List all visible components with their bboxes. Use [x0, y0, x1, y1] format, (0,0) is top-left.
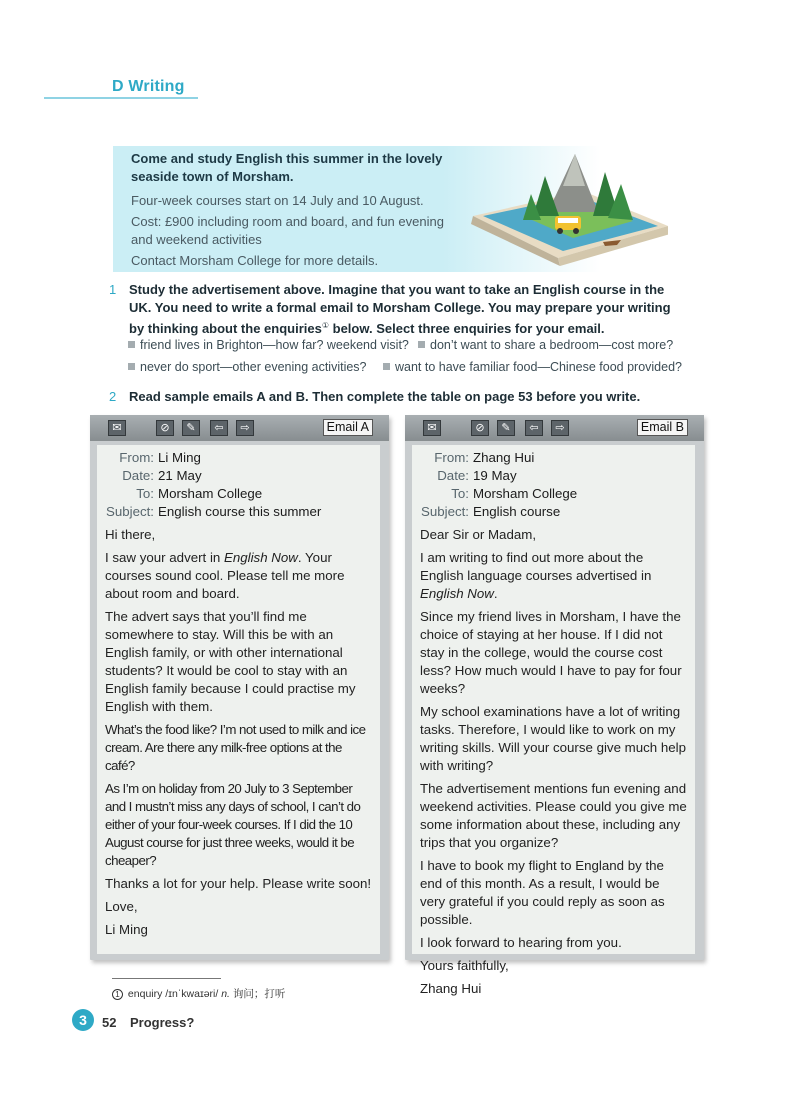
magazine-title: English Now — [420, 586, 494, 601]
block-icon[interactable]: ⊘ — [471, 420, 489, 436]
enquiry-option — [418, 338, 673, 352]
subject-value: English course this summer — [158, 504, 322, 519]
magazine-title: English Now — [223, 550, 298, 565]
task-1-text-main: Study the advertisement above. Imagine that you want to take an English course in the UK. You need to write a formal email to Morsham College. You may prepare your writing by thinking about the enquiries — [129, 282, 671, 336]
paragraph-3: My school examinations have a lot of writing tasks. Therefore, I would like to work on my writing skills. Will your course give much help with writing? — [420, 704, 687, 773]
advert-headline: Come and study English this summer in the lovely seaside town of Morsham. — [131, 151, 443, 184]
back-arrow-icon[interactable]: ⇦ — [525, 420, 543, 436]
edit-icon[interactable]: ✎ — [182, 420, 200, 436]
greeting: Hi there, — [105, 527, 156, 542]
task-1-text-end: below. Select three enquiries for your email. — [329, 321, 605, 336]
task-1-number: 1 — [109, 282, 117, 297]
advert-contact: Contact Morsham College for more details. — [131, 253, 379, 268]
task-1-instructions — [112, 281, 680, 338]
task-2 — [109, 388, 680, 406]
p1-text-end: . — [493, 586, 498, 601]
option-text: don’t want to share a bedroom—cost more? — [430, 338, 674, 352]
paragraph-1 — [105, 549, 372, 603]
enquiry-option — [128, 338, 409, 352]
greeting: Dear Sir or Madam, — [420, 527, 537, 542]
subject-key: Subject: — [420, 504, 469, 519]
paragraph-4: The advertisement mentions fun evening and weekend activities. Please could you give me some information about these, including any trips that you organize? — [420, 781, 687, 850]
unit-badge: 3 — [72, 1009, 94, 1031]
date-row — [105, 467, 372, 485]
option-text: want to have familiar food—Chinese food provided? — [395, 360, 682, 374]
footnote — [112, 986, 285, 1001]
date-key: Date: — [122, 468, 154, 483]
email-b-body — [412, 445, 695, 996]
page-footer-title: Progress? — [130, 1015, 195, 1030]
p1-text: I am writing to find out more about the English language courses advertised in — [420, 550, 652, 583]
p1-text-end: . Your courses sound cool. Please tell me more about room and board. — [105, 550, 345, 601]
page-number: 52 — [102, 1015, 117, 1030]
advert-dates: Four-week courses start on 14 July and 10 August. — [131, 193, 424, 208]
bullet-square-icon — [128, 363, 135, 370]
option-text: never do sport—other evening activities? — [140, 360, 367, 374]
forward-arrow-icon[interactable]: ⇨ — [236, 420, 254, 436]
footnote-pos: n. — [221, 988, 230, 1000]
email-a-window — [90, 415, 389, 960]
forward-arrow-icon[interactable]: ⇨ — [551, 420, 569, 436]
footnote-word: enquiry — [127, 988, 163, 1000]
paragraph-6: I look forward to hearing from you. — [420, 935, 622, 950]
paragraph-2: The advert says that you’ll find me somewhere to stay. Will this be with an English family, or with other international students? It would be cool to stay with an English family because I could practise my English with them. — [105, 609, 356, 714]
paragraph-1 — [420, 549, 687, 603]
signature: Li Ming — [105, 922, 148, 937]
email-a-label: Email A — [323, 419, 373, 436]
from-value: Zhang Hui — [473, 450, 535, 465]
option-text: friend lives in Brighton—how far? weekend visit? — [140, 338, 409, 352]
back-arrow-icon[interactable]: ⇦ — [210, 420, 228, 436]
signature: Zhang Hui — [420, 981, 482, 996]
enquiry-option — [383, 360, 682, 374]
paragraph-4: As I’m on holiday from 20 July to 3 September and I mustn’t miss any days of school, I can’t do either of your four-week courses. If I did the 10 August course for just three weeks, would it be cheaper? — [105, 781, 361, 868]
from-row — [420, 449, 687, 467]
subject-row — [420, 503, 687, 521]
mail-icon[interactable]: ✉ — [108, 420, 126, 436]
closing: Love, — [105, 899, 138, 914]
paragraph-5: I have to book my flight to England by the end of this month. As a result, I would be very grateful if you could reply as soon as possible. — [420, 858, 665, 927]
from-row — [105, 449, 372, 467]
to-value: Morsham College — [158, 486, 263, 501]
subject-key: Subject: — [105, 504, 154, 519]
date-key: Date: — [437, 468, 469, 483]
footnote-marker: ① — [321, 321, 330, 330]
section-title: D Writing — [112, 78, 185, 95]
from-key: From: — [434, 450, 469, 465]
date-row — [420, 467, 687, 485]
email-b-window — [405, 415, 704, 996]
from-value: Li Ming — [158, 450, 201, 465]
to-value: Morsham College — [473, 486, 578, 501]
section-divider — [44, 97, 198, 99]
email-b-toolbar — [405, 415, 704, 441]
bullet-square-icon — [418, 341, 425, 348]
enquiry-option — [128, 360, 367, 374]
p1-text: I saw your advert in — [105, 550, 224, 565]
email-a-body — [97, 445, 380, 954]
to-key: To: — [136, 486, 154, 501]
footnote-phonetic: /ɪnˈkwaɪəri/ — [165, 988, 219, 1000]
advertisement-box — [113, 146, 668, 272]
date-value: 21 May — [158, 468, 202, 483]
task-2-number: 2 — [109, 389, 117, 404]
to-row — [105, 485, 372, 503]
bullet-square-icon — [128, 341, 135, 348]
bullet-square-icon — [383, 363, 390, 370]
block-icon[interactable]: ⊘ — [156, 420, 174, 436]
subject-value: English course — [473, 504, 561, 519]
footnote-divider — [112, 978, 221, 979]
advert-cost: Cost: £900 including room and board, and fun evening and weekend activities — [131, 214, 444, 247]
email-b-label: Email B — [637, 419, 688, 436]
date-value: 19 May — [473, 468, 517, 483]
paragraph-5: Thanks a lot for your help. Please write soon! — [105, 876, 372, 891]
subject-row — [105, 503, 372, 521]
email-a-toolbar — [90, 415, 389, 441]
footnote-number: 1 — [112, 989, 123, 1000]
mail-icon[interactable]: ✉ — [423, 420, 441, 436]
from-key: From: — [119, 450, 154, 465]
edit-icon[interactable]: ✎ — [497, 420, 515, 436]
task-2-instructions: Read sample emails A and B. Then complete the table on page 53 before you write. — [129, 389, 641, 404]
paragraph-2: Since my friend lives in Morsham, I have the choice of staying at her house. If I did not stay in the college, would the course cost less? How much would I have to pay for four weeks? — [420, 609, 682, 696]
task-1 — [109, 281, 680, 338]
to-row — [420, 485, 687, 503]
to-key: To: — [451, 486, 469, 501]
footnote-meaning: 询问；打听 — [232, 988, 286, 1000]
closing: Yours faithfully, — [420, 958, 509, 973]
island-book-illustration — [463, 146, 668, 272]
advert-text — [131, 150, 461, 272]
paragraph-3: What’s the food like? I’m not used to milk and ice cream. Are there any milk-free options at the café? — [105, 722, 366, 773]
